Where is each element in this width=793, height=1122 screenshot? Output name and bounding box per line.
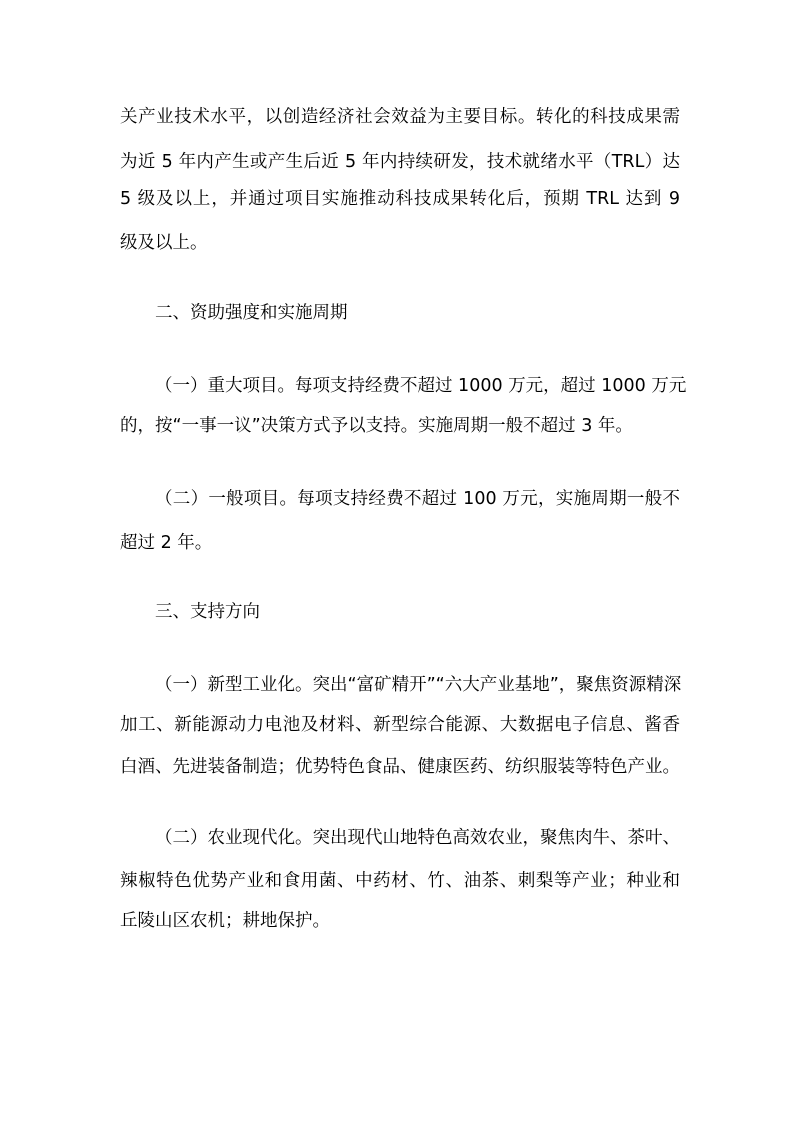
major-project-line-2: 的，按“一事一议”决策方式予以支持。实施周期一般不超过 3 年。	[120, 416, 633, 436]
section-2-heading: 二、资助强度和实施周期	[155, 303, 348, 323]
section-3-heading: 三、支持方向	[155, 602, 260, 622]
agriculture-line-2: 辣椒特色优势产业和食用菌、中药材、竹、油茶、刺梨等产业；种业和	[120, 871, 680, 891]
intro-line-1: 关产业技术水平，以创造经济社会效益为主要目标。转化的科技成果需	[120, 107, 680, 127]
major-project-line-1: （一）重大项目。每项支持经费不超过 1000 万元，超过 1000 万元	[155, 376, 687, 396]
industrialization-line-3: 白酒、先进装备制造；优势特色食品、健康医药、纺织服装等特色产业。	[120, 757, 680, 777]
intro-line-2: 为近 5 年内产生或产生后近 5 年内持续研发，技术就绪水平（TRL）达	[120, 152, 680, 172]
intro-line-4: 级及以上。	[120, 233, 208, 253]
industrialization-line-2: 加工、新能源动力电池及材料、新型综合能源、大数据电子信息、酱香	[120, 715, 680, 735]
general-project-line-2: 超过 2 年。	[120, 533, 213, 553]
agriculture-line-3: 丘陵山区农机；耕地保护。	[120, 911, 330, 931]
general-project-line-1: （二）一般项目。每项支持经费不超过 100 万元，实施周期一般不	[155, 489, 680, 509]
industrialization-line-1: （一）新型工业化。突出“富矿精开”“六大产业基地”，聚焦资源精深	[155, 675, 682, 695]
agriculture-line-1: （二）农业现代化。突出现代山地特色高效农业，聚焦肉牛、茶叶、	[155, 828, 680, 848]
intro-line-3: 5 级及以上，并通过项目实施推动科技成果转化后，预期 TRL 达到 9	[120, 189, 680, 209]
